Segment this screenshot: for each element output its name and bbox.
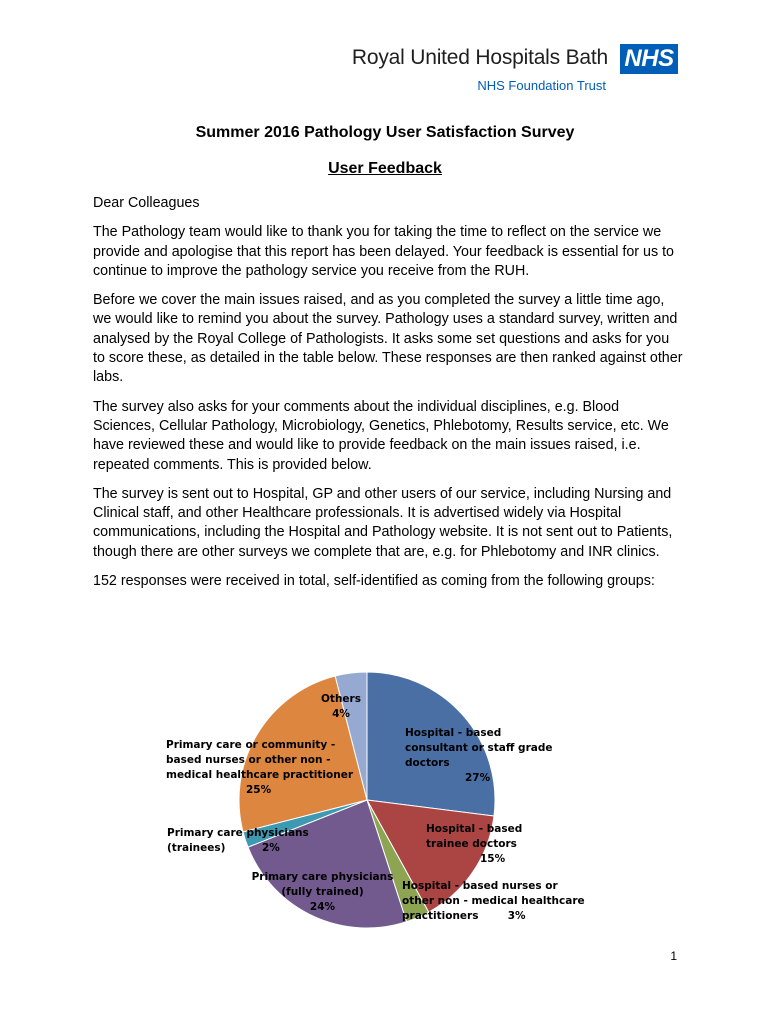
slice-label-hospital-nurses (402, 879, 602, 924)
slice-label-line: (trainees) 2% (167, 842, 280, 854)
slice-label-primary-care-trainees (167, 826, 327, 856)
respondent-groups-pie-chart (0, 670, 770, 940)
slice-label-line: 27% (465, 772, 491, 784)
nhs-logo: NHS (620, 44, 678, 74)
slice-label-hospital-consultants (405, 726, 555, 786)
slice-label-line: other non - medical healthcare (402, 895, 585, 907)
slice-label-line: trainee doctors (426, 838, 517, 850)
paragraph: 152 responses were received in total, self-identified as coming from the following groups: (93, 573, 655, 590)
slice-label-line: doctors (405, 757, 450, 769)
paragraph: The Pathology team would like to thank you for taking the time to reflect on the service we provide and apologise that this report has been delayed. Your feedback is essential for us to continue to improve the pathology service you receive from the RUH. (93, 224, 674, 279)
slice-label-line: Primary care physicians (251, 871, 394, 883)
slice-label-line: Others (321, 693, 361, 705)
slice-label-line: 4% (332, 708, 350, 720)
trust-name: NHS Foundation Trust (477, 78, 606, 93)
document-title: Summer 2016 Pathology User Satisfaction Survey (195, 124, 575, 141)
slice-label-line: Hospital - based nurses or (402, 880, 558, 892)
slice-label-hospital-trainees (426, 822, 536, 867)
paragraph: Before we cover the main issues raised, and as you completed the survey a little time ago, we would like to remind you about the survey. Pathology uses a standard survey, written and analysed by the Royal College of Pathologists. It asks some set questions and asks for you to score these, as detailed in the table below. These responses are then ranked against other labs. (93, 292, 683, 386)
slice-label-others (312, 692, 370, 722)
slice-label-line: practitioners 3% (402, 910, 526, 922)
page-number: 1 (670, 949, 677, 963)
slice-label-line: Hospital - based (405, 727, 502, 739)
organisation-logo (351, 42, 678, 98)
document-subtitle: User Feedback (328, 160, 442, 177)
slice-label-line: consultant or staff grade (405, 742, 553, 754)
greeting: Dear Colleagues (93, 195, 200, 211)
slice-label-line: (fully trained) (281, 886, 364, 898)
slice-label-line: medical healthcare practitioner (166, 769, 354, 781)
slice-label-line: Primary care physicians (167, 827, 309, 839)
slice-label-line: Hospital - based (426, 823, 523, 835)
slice-label-line: based nurses or other non - (166, 754, 331, 766)
slice-label-line: 25% (246, 784, 272, 796)
paragraph: The survey is sent out to Hospital, GP and other users of our service, including Nursing and Clinical staff, and other Healthcare professionals. It is advertised widely via Hospital communications, including the Hospital and Pathology website. It is not sent out to Patients, though there are other surveys we complete that are, e.g. for Phlebotomy and INR clinics. (93, 485, 673, 560)
slice-label-community-nurses (166, 738, 366, 798)
slice-label-primary-care-physicians (250, 870, 395, 915)
slice-label-line: Primary care or community - (166, 739, 336, 751)
slice-label-line: 15% (480, 853, 506, 865)
slice-label-line: 24% (309, 901, 336, 913)
organisation-name: Royal United Hospitals Bath (351, 46, 608, 69)
body-text (93, 194, 683, 601)
paragraph: The survey also asks for your comments about the individual disciplines, e.g. Blood Sciences, Cellular Pathology, Microbiology, Genetics, Phlebotomy, Results service, etc. We have reviewed these and would like to provide feedback on the main issues raised, i.e. repeated comments. This is provided below. (93, 398, 669, 473)
